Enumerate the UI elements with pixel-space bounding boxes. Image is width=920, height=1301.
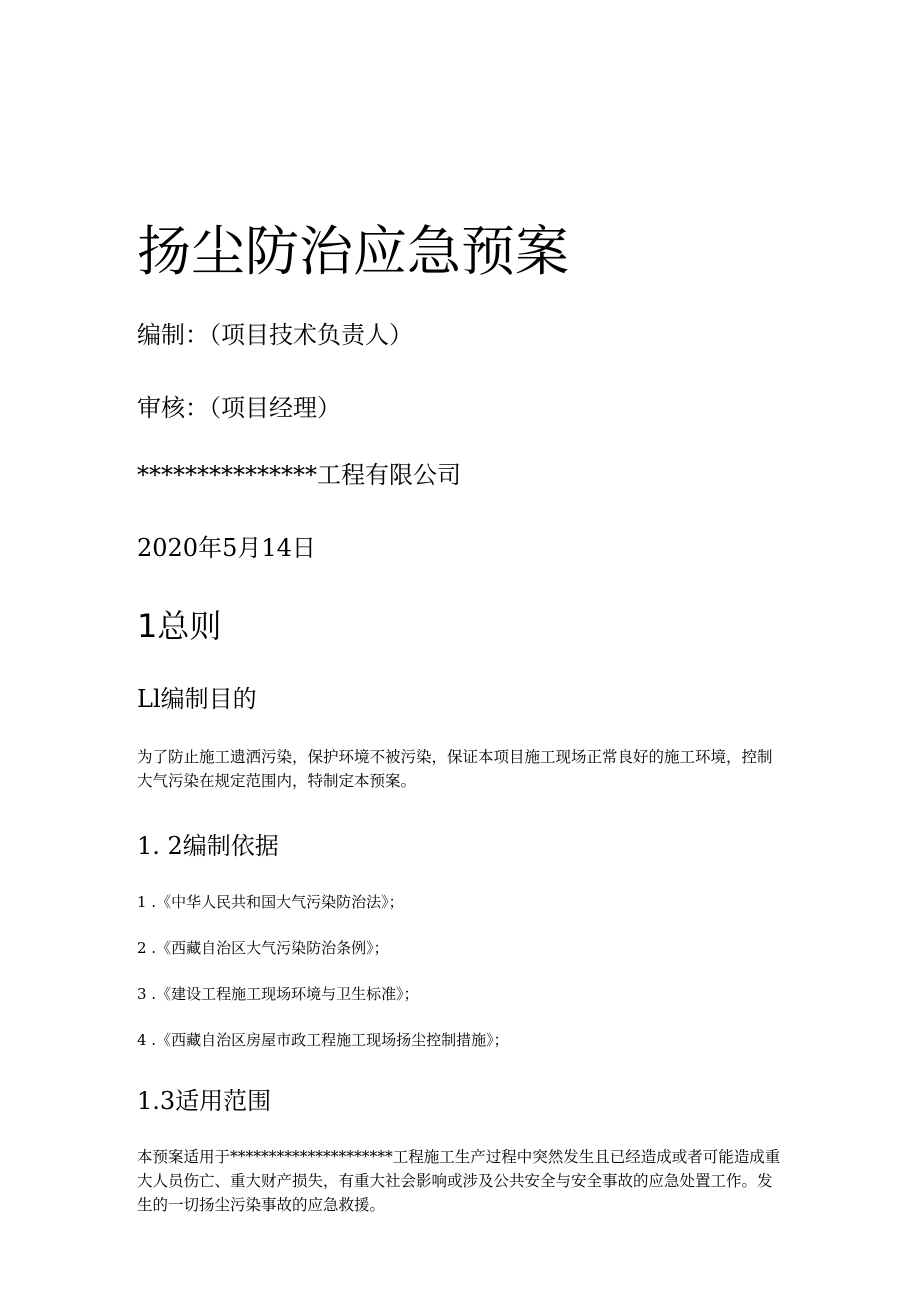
company-name: ***************工程有限公司 — [137, 461, 461, 489]
reviewer-line: 审核：（项目经理） — [137, 394, 341, 422]
compiler-line: 编制：（项目技术负责人） — [137, 321, 413, 349]
section-scope-heading: 1.3适用范围 — [137, 1087, 272, 1115]
basis-list-item: 4 .《西藏自治区房屋市政工程施工现场扬尘控制措施》； — [137, 1031, 509, 1049]
basis-list-item: 3 .《建设工程施工现场环境与卫生标准》； — [137, 985, 419, 1003]
section-purpose-heading: Ll编制目的 — [137, 685, 257, 713]
document-title: 扬尘防治应急预案 — [137, 220, 569, 283]
section-general-heading: 1总则 — [137, 607, 222, 645]
section-purpose-text: 为了防止施工遗洒污染，保护环境不被污染，保证本项目施工现场正常良好的施工环境，控制大气污染在规定范围内，特制定本预案。 — [137, 748, 773, 790]
section-scope-text: 本预案适用于*********************工程施工生产过程中突然发生且已经造成或者可能造成重大人员伤亡、重大财产损失，有重大社会影响或涉及公共安全与安全事故的应急处置工作。发生的一切扬尘污染事故的应急救援。 — [137, 1148, 781, 1214]
section-basis-heading: 1. 2编制依据 — [137, 832, 279, 860]
basis-list-item: 2 .《西藏自治区大气污染防治条例》； — [137, 939, 389, 957]
basis-list-item: 1 .《中华人民共和国大气污染防治法》； — [137, 893, 404, 911]
document-date: 2020年5月14日 — [137, 534, 316, 562]
